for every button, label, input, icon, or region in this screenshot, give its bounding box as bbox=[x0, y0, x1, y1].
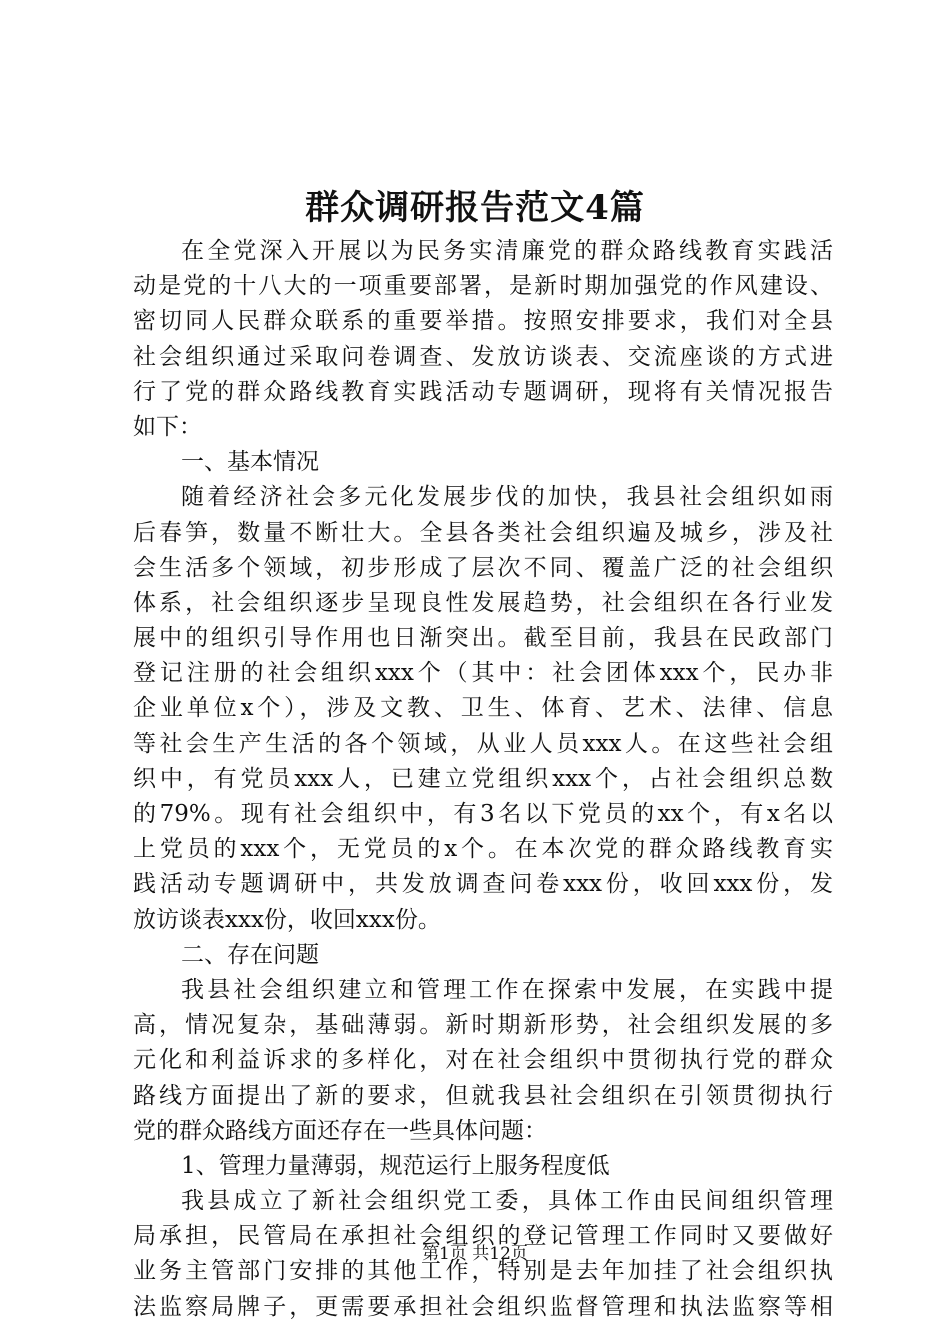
text-line: 元化和利益诉求的多样化，对在社会组织中贯彻执行党的群众 bbox=[133, 1047, 833, 1074]
page-footer: 第1页 共12页 bbox=[422, 1244, 528, 1264]
text-line: 在全党深入开展以为民务实清廉党的群众路线教育实践活 bbox=[181, 238, 833, 264]
text-line: 我县社会组织建立和管理工作在探索中发展，在实践中提 bbox=[181, 976, 833, 1003]
text-line: 践活动专题调研中，共发放调查问卷xxx份，收回xxx份，发 bbox=[133, 871, 833, 898]
text-line: 体系，社会组织逐步呈现良性发展趋势，社会组织在各行业发 bbox=[133, 589, 833, 616]
text-line: 行了党的群众路线教育实践活动专题调研，现将有关情况报告 bbox=[133, 378, 833, 405]
text-line: 会生活多个领域，初步形成了层次不同、覆盖广泛的社会组织 bbox=[133, 554, 833, 581]
text-line: 上党员的xxx个，无党员的x个。在本次党的群众路线教育实 bbox=[133, 836, 833, 863]
text-line: 展中的组织引导作用也日渐突出。截至目前，我县在民政部门 bbox=[133, 625, 833, 652]
document-body bbox=[133, 234, 833, 1325]
text-line: 密切同人民群众联系的重要举措。按照安排要求，我们对全县 bbox=[133, 308, 833, 335]
text-line: 的79%。现有社会组织中，有3名以下党员的xx个，有x名以 bbox=[133, 801, 833, 827]
section-heading: 一、基本情况 bbox=[181, 449, 319, 476]
text-line: 路线方面提出了新的要求，但就我县社会组织在引领贯彻执行 bbox=[133, 1082, 833, 1109]
text-line: 后春笋，数量不断壮大。全县各类社会组织遍及城乡，涉及社 bbox=[133, 519, 833, 546]
text-line: 我县成立了新社会组织党工委，具体工作由民间组织管理 bbox=[181, 1188, 833, 1215]
text-line: 局承担，民管局在承担社会组织的登记管理工作同时又要做好 bbox=[133, 1223, 833, 1250]
text-line: 如下： bbox=[133, 413, 202, 440]
text-line: 业务主管部门安排的其他工作，特别是去年加挂了社会组织执 bbox=[133, 1258, 833, 1285]
text-line: 等社会生产生活的各个领域，从业人员xxx人。在这些社会组 bbox=[133, 730, 833, 757]
section-heading: 二、存在问题 bbox=[181, 941, 319, 968]
text-line: 登记注册的社会组织xxx个（其中：社会团体xxx个，民办非 bbox=[133, 660, 833, 687]
text-line: 社会组织通过采取问卷调查、发放访谈表、交流座谈的方式进 bbox=[133, 343, 833, 370]
text-line: 高，情况复杂，基础薄弱。新时期新形势，社会组织发展的多 bbox=[133, 1012, 833, 1039]
text-line: 动是党的十八大的一项重要部署，是新时期加强党的作风建设、 bbox=[133, 273, 833, 300]
subsection-heading: 1、管理力量薄弱，规范运行上服务程度低 bbox=[181, 1152, 610, 1179]
document-title: 群众调研报告范文4篇 bbox=[305, 188, 645, 228]
text-line: 企业单位x个），涉及文教、卫生、体育、艺术、法律、信息 bbox=[133, 695, 833, 722]
text-line: 织中，有党员xxx人，已建立党组织xxx个，占社会组织总数 bbox=[133, 765, 833, 792]
text-line: 随着经济社会多元化发展步伐的加快，我县社会组织如雨 bbox=[181, 484, 833, 511]
text-line: 法监察局牌子，更需要承担社会组织监督管理和执法监察等相 bbox=[133, 1293, 833, 1320]
text-line: 放访谈表xxx份，收回xxx份。 bbox=[133, 906, 441, 933]
text-line: 党的群众路线方面还存在一些具体问题： bbox=[133, 1117, 547, 1144]
